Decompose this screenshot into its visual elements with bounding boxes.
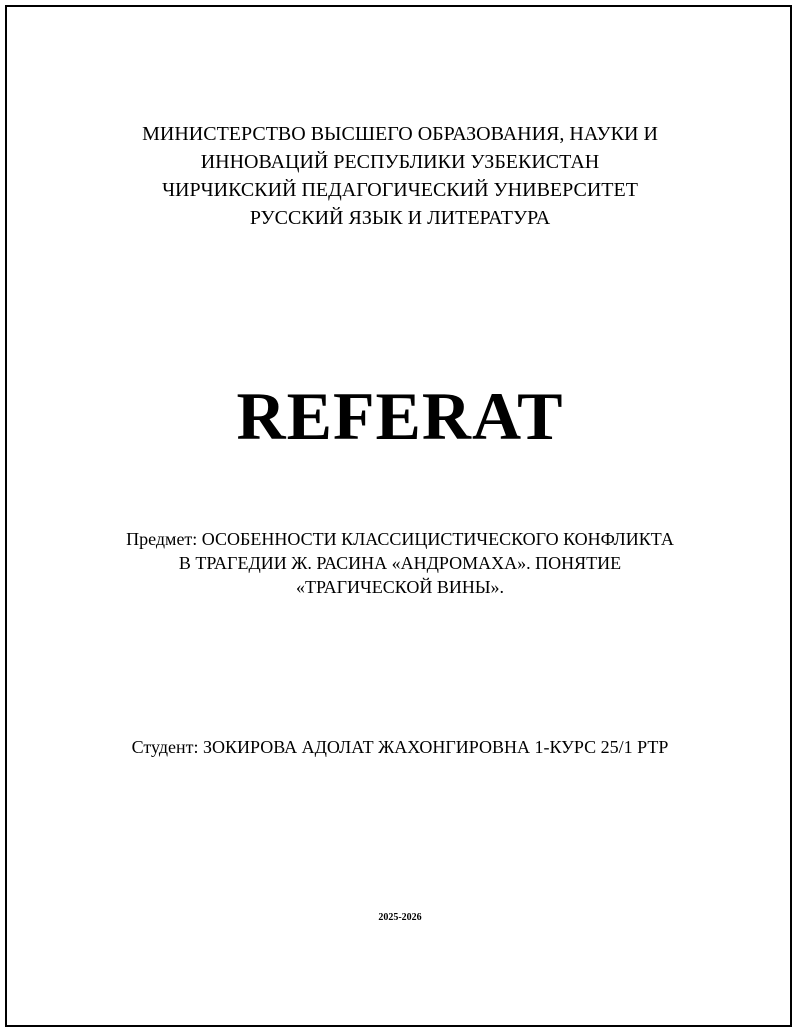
institution-header [0,120,800,232]
institution-line: МИНИСТЕРСТВО ВЫСШЕГО ОБРАЗОВАНИЯ, НАУКИ И [142,123,658,145]
academic-year: 2025-2026 [378,912,422,923]
department-name: РУССКИЙ ЯЗЫК И ЛИТЕРАТУРА [249,207,551,229]
institution-line: ИННОВАЦИЙ РЕСПУБЛИКИ УЗБЕКИСТАН [200,151,600,173]
document-title: REFERAT [236,378,564,454]
subject-block [0,527,800,599]
subject-line: «ТРАГИЧЕСКОЙ ВИНЫ». [295,577,505,597]
subject-line: Предмет: ОСОБЕННОСТИ КЛАССИЦИСТИЧЕСКОГО КОНФЛИКТА [126,529,674,549]
student-info: Студент: ЗОКИРОВА АДОЛАТ ЖАХОНГИРОВНА 1-КУРС 25/1 РТР [131,737,669,757]
subject-line: В ТРАГЕДИИ Ж. РАСИНА «АНДРОМАХА». ПОНЯТИЕ [178,553,622,573]
university-name: ЧИРЧИКСКИЙ ПЕДАГОГИЧЕСКИЙ УНИВЕРСИТЕТ [162,179,638,201]
